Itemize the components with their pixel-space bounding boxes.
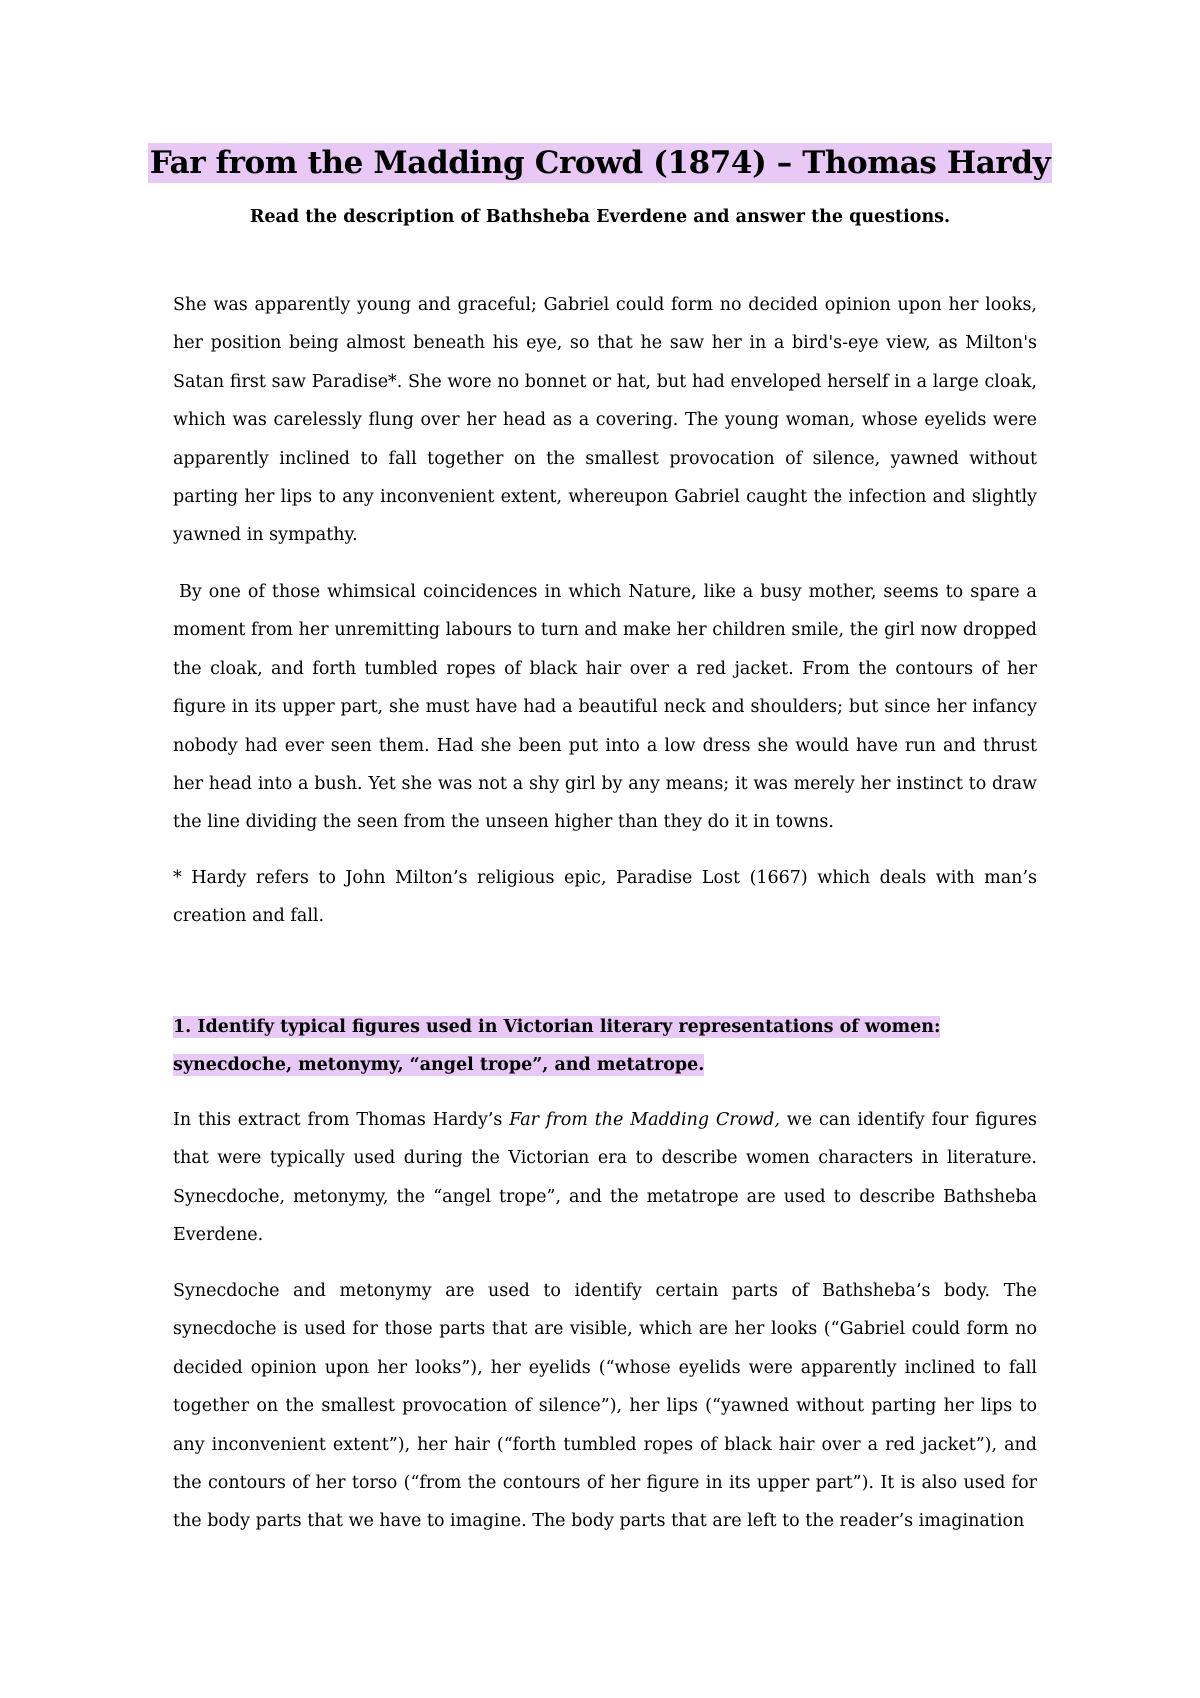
answer-paragraph-2 [173,1272,1037,1541]
passage-paragraph-2 [173,573,1037,842]
passage-paragraph-2-text: By one of those whimsical coincidences in which Nature, like a busy mother, seems to spare a moment from her unremitting labours to turn and make her children smile, the girl now dropped the cloak, and forth tumbled ropes of black hair over a red jacket. From the contours of her figure in its upper part, she must have had a beautiful neck and shoulders; but since her infancy nobody had ever seen them. Had she been put into a low dress she would have run and thrust her head into a bush. Yet she was not a shy girl by any means; it was merely her instinct to draw the line dividing the seen from the unseen higher than they do it in towns. [173,582,1037,833]
question-1-heading-text: 1. Identify typical figures used in Victorian literary representations of women: synecdoche, metonymy, “angel trope”, and metatrope. [173,1017,941,1076]
answer-paragraph-1 [173,1101,1037,1255]
answer-paragraph-2-text: Synecdoche and metonymy are used to identify certain parts of Bathsheba’s body. The synecdoche is used for those parts that are visible, which are her looks (“Gabriel could form no decided opinion upon her looks”), her eyelids (“whose eyelids were apparently inclined to fall together on the smallest provocation of silence”), her lips (“yawned without parting her lips to any inconvenient extent”), her hair (“forth tumbled ropes of black hair over a red jacket”), and the contours of her torso (“from the contours of her figure in its upper part”). It is also used for the body parts that we have to imagine. The body parts that are left to the reader’s imagination [173,1281,1037,1532]
question-1-heading [173,1008,1037,1085]
document-title: Far from the Madding Crowd (1874) – Thomas Hardy [149,145,1051,181]
footnote [173,859,1037,936]
book-title-italic: Far from the Madding Crowd, [509,1110,780,1130]
title-container [0,143,1200,183]
answer-intro-before: In this extract from Thomas Hardy’s [173,1110,510,1130]
passage-paragraph-1-text: She was apparently young and graceful; Gabriel could form no decided opinion upon her looks, her position being almost beneath his eye, so that he saw her in a bird's-eye view, as Milton's Satan first saw Paradise*. She wore no bonnet or hat, but had enveloped herself in a large cloak, which was carelessly flung over her head as a covering. The young woman, whose eyelids were apparently inclined to fall together on the smallest provocation of silence, yawned without parting her lips to any inconvenient extent, whereupon Gabriel caught the infection and slightly yawned in sympathy. [173,295,1037,546]
answer-intro-after: we can identify four figures that were typically used during the Victorian era to describe women characters in literature. Synecdoche, metonymy, the “angel trope”, and the metatrope are used to describe Bathsheba Everdene. [173,1110,1038,1246]
passage-paragraph-1 [173,286,1037,555]
footnote-text: * Hardy refers to John Milton’s religious epic, Paradise Lost (1667) which deals with man’s creation and fall. [173,868,1037,927]
instruction-text: Read the description of Bathsheba Everdene and answer the questions. [249,207,951,227]
